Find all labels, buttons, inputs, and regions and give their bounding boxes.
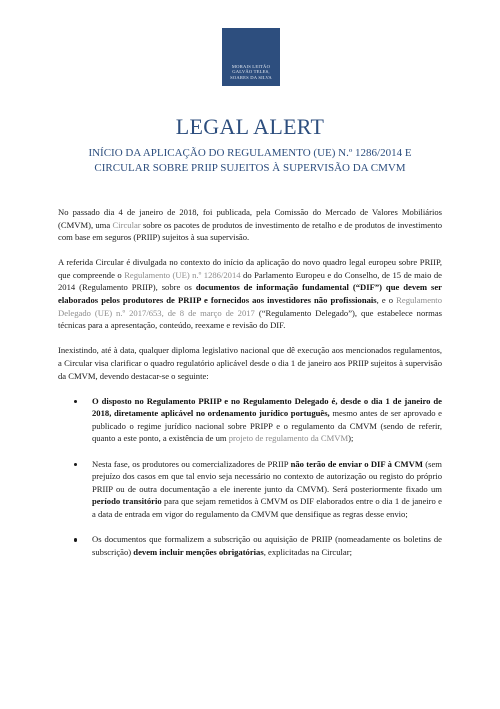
paragraph-1 <box>58 206 442 244</box>
list-item <box>58 395 442 445</box>
p1-text-a: No passado dia 4 de janeiro de 2018, foi publicada, pela Comissão do Mercado de Valores Mobiliários (CMVM), uma <box>58 207 442 230</box>
logo-line-1: MORAIS LEITÃO <box>231 63 271 69</box>
b3-text-a: Os documentos que formalizem a subscrição ou aquisição de PRIIP (nomeadamente os boletins de subscrição) <box>92 534 442 557</box>
bullet-list <box>58 395 442 559</box>
b2-text-c: para que sejam remetidos à CMVM os DIF elaborados entre o dia 1 de janeiro e a data de entrada em vigor do regulamento da CMVM que densifique as regras desse envio; <box>92 496 442 519</box>
subtitle-line-1: INÍCIO DA APLICAÇÃO DO REGULAMENTO (UE) N.º 1286/2014 E <box>88 147 412 159</box>
list-item <box>58 458 442 521</box>
b3-bold: devem incluir menções obrigatórias <box>133 546 264 557</box>
p1-text-b: sobre os pacotes de produtos de investimento de retalho e de produtos de investimento com base em seguros (PRIIP) sujeitos à sua supervisão. <box>58 219 442 243</box>
p2-text-d: (“Regulamento Delegado”), que estabelece normas técnicas para a apresentação, conteúdo, reexame e revisão do DIF. <box>58 307 442 331</box>
firm-logo <box>222 28 280 86</box>
page-title: LEGAL ALERT <box>175 114 325 139</box>
logo-line-3: SOARES DA SILVA <box>230 74 272 80</box>
delegated-regulation-link[interactable]: Regulamento Delegado (UE) n.º 2017/653, de 8 de março de 2017 <box>58 295 442 318</box>
p2-text-b: do Parlamento Europeu e do Conselho, de 15 de maio de 2014 (Regulamento PRIIP), sobre os <box>58 269 442 293</box>
b1-bold: O disposto no Regulamento PRIIP e no Regulamento Delegado é, desde o dia 1 de janeiro de 2018, diretamente aplicável no ordenamento jurídico português, <box>92 395 442 419</box>
b2-bold-1: não terão de enviar o DIF à CMVM <box>290 458 423 469</box>
p2-text-a: A referida Circular é divulgada no contexto do início da aplicação do novo quadro legal europeu sobre PRIIP, que compreende o <box>58 257 442 280</box>
bullet-dot-icon <box>74 538 77 541</box>
paragraph-3: Inexistindo, até à data, qualquer diploma legislativo nacional que dê execução aos mencionados regulamentos, a Circular visa clarificar o quadro regulatório aplicável desde o dia 1 de janeiro aos PRIIP sujeitos à supervisão da CMVM, devendo destacar-se o seguinte: <box>58 345 442 381</box>
p2-text-c: , e o <box>376 295 397 306</box>
list-item <box>58 533 442 558</box>
regulation-1286-link[interactable]: Regulamento (UE) n.º 1286/2014 <box>124 269 241 280</box>
b1-text-b: ); <box>348 433 354 444</box>
bullet-dot-icon <box>74 463 77 466</box>
circular-link[interactable]: Circular <box>112 219 141 230</box>
b3-text-b: , explicitadas na Circular; <box>263 546 352 557</box>
page-subtitle <box>60 146 440 176</box>
document-body <box>58 206 442 571</box>
draft-regulation-link[interactable]: projeto de regulamento da CMVM <box>228 433 349 444</box>
paragraph-2 <box>58 256 442 332</box>
b2-bold-2: período transitório <box>92 496 162 507</box>
p2-bold: documentos de informação fundamental (“DIF”) que devem ser elaborados pelos produtores de PRIIP e fornecidos aos investidores não profissionais <box>58 282 442 306</box>
logo-line-2: GALVÃO TELES, <box>232 69 270 75</box>
b2-text-a: Nesta fase, os produtores ou comercializadores de PRIIP <box>92 458 291 469</box>
b1-text-a: mesmo antes de ser aprovado e publicado o regime jurídico nacional sobre PRIPP e o regulamento da CMVM (sendo de referir, quanto a este ponto, a existência de um <box>92 408 442 444</box>
b2-text-b: (sem prejuízo dos casos em que tal envio seja necessário no contexto de autorização ou registo do próprio PRIIP ou de outra documentação a ele inerente junto da CMVM). Será posteriormente fixado um <box>92 458 442 494</box>
subtitle-line-2: CIRCULAR SOBRE PRIIP SUJEITOS À SUPERVISÃO DA CMVM <box>94 162 406 174</box>
bullet-dot-icon <box>74 400 77 403</box>
